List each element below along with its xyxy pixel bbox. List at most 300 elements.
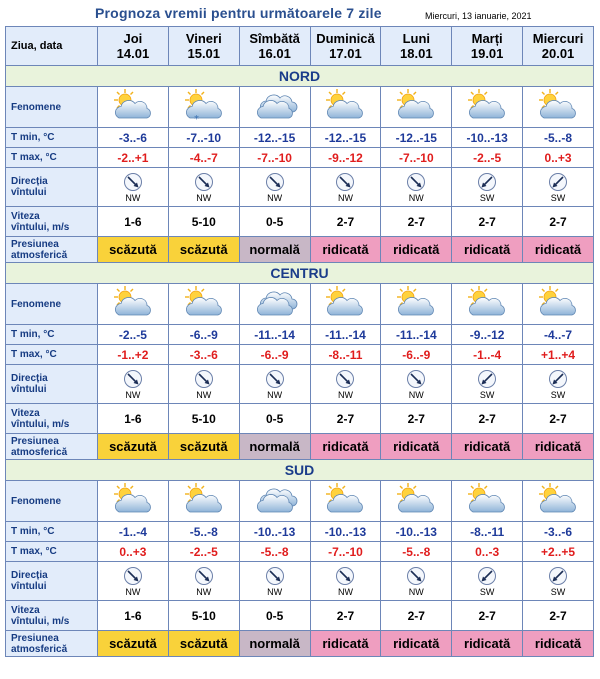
partly-cloudy-icon	[109, 285, 157, 319]
wind-direction-value: NW	[125, 586, 141, 597]
pressure-cell	[98, 434, 169, 460]
weather-cell	[452, 481, 523, 522]
wind-direction-value: NW	[337, 389, 353, 400]
wind-nw-icon	[265, 566, 285, 586]
weather-cell	[381, 284, 452, 325]
pressure-cell	[523, 434, 594, 460]
wind-direction-cell	[452, 365, 523, 404]
row-label-tmin	[6, 325, 98, 345]
tmin-value: -11..-14	[254, 327, 295, 342]
partly-cloudy-icon	[534, 285, 582, 319]
tmin-cell	[98, 325, 169, 345]
tmin-cell	[523, 128, 594, 148]
wind-speed-cell	[310, 404, 381, 434]
wind-nw-icon	[194, 172, 214, 192]
partly-cloudy-icon	[463, 88, 511, 122]
wind-speed-value: 2-7	[336, 411, 355, 426]
pressure-value: normală	[249, 439, 300, 454]
weather-cell	[168, 87, 239, 128]
row-label-pressure-line2: atmosferică	[11, 446, 68, 458]
weather-cell	[523, 87, 594, 128]
tmax-cell	[310, 345, 381, 365]
pressure-cell	[452, 434, 523, 460]
wind-direction-cell	[523, 168, 594, 207]
pressure-cell	[239, 237, 310, 263]
wind-nw-icon	[335, 369, 355, 389]
row-label-wind-direction-line1: Direcția	[11, 176, 48, 187]
wind-direction-value: NW	[337, 586, 353, 597]
tmax-value: -1..-4	[473, 347, 502, 362]
weather-cell	[452, 284, 523, 325]
tmin-value: -5..-8	[189, 524, 218, 539]
row-label-text: T max, °C	[11, 349, 57, 360]
tmax-value: -1..+2	[117, 347, 149, 362]
pressure-value: ridicată	[464, 439, 511, 454]
tmax-cell	[523, 542, 594, 562]
tmin-value: -12..-15	[253, 130, 296, 145]
partly-cloudy-icon	[392, 88, 440, 122]
tmax-cell	[168, 345, 239, 365]
tmin-value: -12..-15	[324, 130, 367, 145]
row-label-text: Fenomene	[11, 101, 62, 113]
pressure-cell	[98, 237, 169, 263]
tmin-value: -10..-13	[466, 130, 508, 145]
tmax-value: -5..-8	[402, 544, 431, 559]
header-label-text: Ziua, data	[11, 39, 63, 52]
row-label-wind-direction	[6, 562, 98, 601]
wind-direction-cell	[452, 562, 523, 601]
tmin-cell	[168, 522, 239, 542]
wind-direction-cell	[239, 168, 310, 207]
pressure-cell	[523, 631, 594, 657]
tmin-value: -1..-4	[118, 524, 147, 539]
wind-speed-cell	[452, 404, 523, 434]
weather-cell	[239, 87, 310, 128]
wind-sw-icon	[548, 566, 568, 586]
tmax-value: 0..+3	[119, 544, 147, 559]
wind-speed-value: 2-7	[478, 214, 496, 229]
tmin-value: -2..-5	[118, 327, 147, 342]
region-title	[6, 66, 594, 87]
row-label-wind-direction-line2: vîntului	[11, 187, 47, 198]
tmax-value: -4..-7	[189, 150, 218, 165]
wind-direction-value: SW	[479, 192, 495, 203]
pressure-value: ridicată	[464, 242, 511, 257]
tmin-cell	[381, 128, 452, 148]
svg-text:*: *	[193, 113, 199, 122]
partly-cloudy-icon	[534, 88, 582, 122]
pressure-value: scăzută	[109, 439, 157, 454]
weather-cell	[310, 87, 381, 128]
wind-speed-value: 5-10	[191, 214, 216, 229]
weather-cell	[98, 481, 169, 522]
day-header-line1: Joi	[123, 31, 143, 46]
tmin-cell	[523, 325, 594, 345]
tmin-cell	[452, 325, 523, 345]
row-label-text: T max, °C	[11, 546, 57, 557]
wind-speed-cell	[523, 207, 594, 237]
pressure-value: ridicată	[393, 439, 440, 454]
weather-cell	[239, 284, 310, 325]
tmin-value: -11..-14	[395, 327, 437, 342]
tmin-value: -5..-8	[544, 130, 573, 145]
wind-direction-value: SW	[479, 389, 495, 400]
partly-cloudy-snow-icon	[180, 88, 228, 122]
tmax-cell	[452, 345, 523, 365]
day-header-line1: Luni	[402, 31, 431, 46]
weather-cell	[381, 481, 452, 522]
region-title	[6, 460, 594, 481]
wind-nw-icon	[335, 172, 355, 192]
cloudy-icon	[251, 88, 299, 122]
tmax-cell	[523, 148, 594, 168]
pressure-value: scăzută	[179, 439, 228, 454]
wind-speed-cell	[239, 601, 310, 631]
wind-speed-value: 2-7	[549, 214, 567, 229]
wind-nw-icon	[265, 369, 285, 389]
wind-speed-value: 1-6	[124, 608, 142, 623]
wind-direction-cell	[239, 562, 310, 601]
cloudy-icon	[251, 285, 299, 319]
weather-cell	[168, 284, 239, 325]
wind-direction-cell	[523, 365, 594, 404]
row-label-wind-speed-line2: vîntului, m/s	[11, 615, 70, 627]
header-label	[6, 27, 98, 66]
wind-direction-cell	[98, 168, 169, 207]
forecast-table	[5, 26, 594, 657]
day-header	[168, 27, 239, 66]
wind-sw-icon	[477, 172, 497, 192]
weather-cell	[168, 481, 239, 522]
pressure-value: scăzută	[109, 636, 157, 651]
tmin-value: -10..-13	[253, 524, 296, 539]
wind-speed-value: 1-6	[124, 214, 142, 229]
wind-speed-cell	[239, 207, 310, 237]
pressure-cell	[452, 237, 523, 263]
pressure-cell	[381, 631, 452, 657]
pressure-cell	[98, 631, 169, 657]
tmax-cell	[168, 148, 239, 168]
pressure-cell	[381, 237, 452, 263]
wind-direction-value: NW	[125, 192, 141, 203]
wind-direction-value: NW	[267, 192, 283, 203]
wind-direction-value: NW	[337, 192, 353, 203]
row-label-tmin	[6, 128, 98, 148]
tmin-value: -7..-10	[186, 130, 222, 145]
tmin-cell	[523, 522, 594, 542]
wind-direction-value: SW	[550, 586, 566, 597]
tmax-value: +2..+5	[541, 544, 576, 559]
wind-speed-cell	[168, 207, 239, 237]
tmin-cell	[310, 128, 381, 148]
partly-cloudy-icon	[534, 482, 582, 516]
partly-cloudy-icon	[392, 482, 440, 516]
wind-direction-value: NW	[196, 586, 212, 597]
tmax-value: -6..-9	[402, 347, 431, 362]
weather-cell	[310, 284, 381, 325]
day-header	[239, 27, 310, 66]
tmax-cell	[239, 148, 310, 168]
row-label-wind-direction-line2: vîntului	[11, 581, 47, 592]
wind-speed-cell	[452, 601, 523, 631]
tmin-value: -10..-13	[395, 524, 437, 539]
wind-speed-value: 2-7	[478, 608, 496, 623]
tmax-cell	[310, 542, 381, 562]
row-label-tmax	[6, 345, 98, 365]
tmax-value: -7..-10	[398, 150, 434, 165]
partly-cloudy-icon	[109, 482, 157, 516]
wind-direction-value: SW	[550, 192, 566, 203]
day-header	[452, 27, 523, 66]
wind-sw-icon	[477, 369, 497, 389]
wind-direction-value: NW	[196, 389, 212, 400]
region-title	[6, 263, 594, 284]
wind-direction-cell	[381, 562, 452, 601]
wind-speed-value: 2-7	[407, 608, 425, 623]
row-label-tmax	[6, 148, 98, 168]
wind-speed-value: 5-10	[191, 411, 216, 426]
row-label-wind-speed-line2: vîntului, m/s	[11, 418, 70, 430]
row-label-wind-direction	[6, 365, 98, 404]
partly-cloudy-icon	[463, 285, 511, 319]
day-header-line2: 16.01	[258, 46, 291, 61]
tmin-value: -12..-15	[395, 130, 437, 145]
row-label-pressure-line2: atmosferică	[11, 643, 68, 655]
wind-direction-cell	[381, 168, 452, 207]
wind-nw-icon	[194, 566, 214, 586]
row-label-wind-speed-line1: Viteza	[11, 604, 40, 616]
row-label-wind-speed	[6, 207, 98, 237]
row-label-pressure	[6, 434, 98, 460]
region-name: NORD	[278, 68, 321, 84]
pressure-value: ridicată	[534, 242, 582, 257]
pressure-cell	[239, 434, 310, 460]
weather-cell	[381, 87, 452, 128]
page-title: Prognoza vremii pentru următoarele 7 zile	[95, 5, 382, 21]
pressure-value: scăzută	[179, 636, 228, 651]
day-header-line2: 19.01	[470, 46, 504, 61]
wind-speed-cell	[381, 601, 452, 631]
tmax-cell	[381, 345, 452, 365]
tmin-value: -3..-6	[544, 524, 573, 539]
pressure-value: ridicată	[322, 439, 369, 454]
weather-cell	[239, 481, 310, 522]
day-header-line1: Miercuri	[532, 31, 584, 46]
wind-speed-cell	[168, 404, 239, 434]
wind-direction-cell	[310, 562, 381, 601]
tmax-cell	[239, 542, 310, 562]
pressure-cell	[168, 434, 239, 460]
wind-speed-value: 0-5	[265, 411, 284, 426]
wind-direction-cell	[239, 365, 310, 404]
tmin-value: -6..-9	[189, 327, 218, 342]
row-label-pressure-line1: Presiunea	[11, 238, 59, 250]
pressure-value: normală	[249, 242, 300, 257]
tmax-value: -5..-8	[260, 544, 289, 559]
row-label-wind-speed-line1: Viteza	[11, 407, 40, 419]
partly-cloudy-icon	[180, 482, 228, 516]
wind-speed-value: 2-7	[549, 608, 567, 623]
day-header-line1: Sîmbătă	[249, 31, 300, 46]
wind-direction-cell	[381, 365, 452, 404]
row-label-pressure	[6, 631, 98, 657]
tmax-cell	[98, 542, 169, 562]
wind-speed-value: 2-7	[336, 608, 355, 623]
weather-cell	[523, 481, 594, 522]
row-label-pressure-line1: Presiunea	[11, 632, 59, 644]
day-header-line1: Marți	[471, 31, 503, 46]
weather-cell	[98, 284, 169, 325]
wind-direction-cell	[310, 365, 381, 404]
pressure-value: ridicată	[322, 636, 369, 651]
tmax-value: -8..-11	[328, 347, 363, 362]
row-label-pressure-line2: atmosferică	[11, 249, 68, 261]
wind-speed-cell	[381, 404, 452, 434]
row-label-wind-speed-line1: Viteza	[11, 210, 40, 222]
partly-cloudy-icon	[321, 482, 369, 516]
pressure-cell	[452, 631, 523, 657]
tmax-value: +1..+4	[541, 347, 576, 362]
partly-cloudy-icon	[321, 285, 369, 319]
row-label-text: T max, °C	[11, 152, 57, 163]
tmax-cell	[98, 345, 169, 365]
pressure-cell	[239, 631, 310, 657]
tmax-value: 0..+3	[544, 150, 572, 165]
tmin-cell	[239, 522, 310, 542]
partly-cloudy-icon	[109, 88, 157, 122]
row-label-wind-speed-line2: vîntului, m/s	[11, 221, 70, 233]
day-header-line2: 14.01	[116, 46, 150, 61]
pressure-value: ridicată	[393, 636, 440, 651]
wind-nw-icon	[123, 369, 143, 389]
wind-direction-value: NW	[267, 586, 283, 597]
row-label-tmin	[6, 522, 98, 542]
tmax-cell	[452, 542, 523, 562]
wind-direction-value: NW	[408, 192, 424, 203]
tmax-value: 0..-3	[475, 544, 500, 559]
day-header	[381, 27, 452, 66]
pressure-cell	[168, 631, 239, 657]
wind-sw-icon	[548, 172, 568, 192]
tmax-value: -2..+1	[117, 150, 149, 165]
wind-sw-icon	[548, 369, 568, 389]
tmax-cell	[168, 542, 239, 562]
tmax-value: -3..-6	[189, 347, 218, 362]
row-label-wind-speed	[6, 601, 98, 631]
wind-speed-cell	[523, 601, 594, 631]
pressure-cell	[310, 237, 381, 263]
row-label-fenomene	[6, 87, 98, 128]
wind-speed-value: 2-7	[549, 411, 567, 426]
tmin-cell	[310, 325, 381, 345]
wind-speed-cell	[452, 207, 523, 237]
issue-date: Miercuri, 13 ianuarie, 2021	[425, 11, 532, 21]
tmax-value: -7..-10	[257, 150, 292, 165]
tmax-cell	[381, 542, 452, 562]
tmin-value: -3..-6	[118, 130, 147, 145]
wind-speed-cell	[523, 404, 594, 434]
row-label-wind-direction	[6, 168, 98, 207]
row-label-fenomene	[6, 481, 98, 522]
wind-speed-value: 2-7	[478, 411, 496, 426]
partly-cloudy-icon	[463, 482, 511, 516]
tmin-cell	[310, 522, 381, 542]
wind-nw-icon	[194, 369, 214, 389]
tmin-value: -10..-13	[324, 524, 367, 539]
wind-direction-value: SW	[550, 389, 566, 400]
tmax-cell	[98, 148, 169, 168]
row-label-text: Fenomene	[11, 298, 62, 310]
wind-direction-cell	[523, 562, 594, 601]
row-label-text: T min, °C	[11, 329, 55, 340]
wind-nw-icon	[406, 369, 426, 389]
day-header-line2: 17.01	[329, 46, 362, 61]
weather-cell	[310, 481, 381, 522]
wind-speed-cell	[98, 207, 169, 237]
wind-direction-value: NW	[196, 192, 212, 203]
wind-direction-cell	[98, 365, 169, 404]
region-name: SUD	[284, 462, 315, 478]
partly-cloudy-icon	[321, 88, 369, 122]
tmax-value: -2..-5	[189, 544, 218, 559]
wind-nw-icon	[335, 566, 355, 586]
pressure-cell	[168, 237, 239, 263]
day-header-line1: Duminică	[316, 31, 375, 46]
tmin-cell	[168, 325, 239, 345]
partly-cloudy-icon	[180, 285, 228, 319]
cloudy-icon	[251, 482, 299, 516]
day-header-line1: Vineri	[185, 31, 222, 46]
row-label-text: T min, °C	[11, 526, 55, 537]
tmin-cell	[239, 128, 310, 148]
wind-direction-value: NW	[125, 389, 141, 400]
day-header	[310, 27, 381, 66]
pressure-value: ridicată	[322, 242, 369, 257]
wind-direction-value: NW	[408, 389, 424, 400]
region-name: CENTRU	[270, 265, 329, 281]
tmin-cell	[381, 325, 452, 345]
pressure-value: normală	[249, 636, 300, 651]
wind-direction-cell	[452, 168, 523, 207]
tmax-value: -9..-12	[328, 150, 363, 165]
day-header	[98, 27, 169, 66]
wind-speed-value: 1-6	[124, 411, 142, 426]
tmin-value: -9..-12	[469, 327, 505, 342]
wind-speed-value: 5-10	[191, 608, 216, 623]
day-header-line2: 15.01	[187, 46, 221, 61]
wind-direction-cell	[168, 365, 239, 404]
tmin-value: -11..-14	[325, 327, 366, 342]
wind-speed-value: 2-7	[407, 214, 425, 229]
wind-speed-cell	[310, 601, 381, 631]
wind-sw-icon	[477, 566, 497, 586]
wind-nw-icon	[123, 566, 143, 586]
day-header-line2: 18.01	[400, 46, 433, 61]
tmax-cell	[239, 345, 310, 365]
pressure-cell	[310, 434, 381, 460]
pressure-value: scăzută	[109, 242, 157, 257]
tmin-cell	[452, 522, 523, 542]
day-header-line2: 20.01	[541, 46, 575, 61]
row-label-wind-direction-line2: vîntului	[11, 384, 47, 395]
pressure-value: ridicată	[464, 636, 511, 651]
wind-speed-cell	[239, 404, 310, 434]
row-label-tmax	[6, 542, 98, 562]
tmin-cell	[239, 325, 310, 345]
pressure-value: scăzută	[179, 242, 228, 257]
day-header	[523, 27, 594, 66]
wind-direction-cell	[310, 168, 381, 207]
